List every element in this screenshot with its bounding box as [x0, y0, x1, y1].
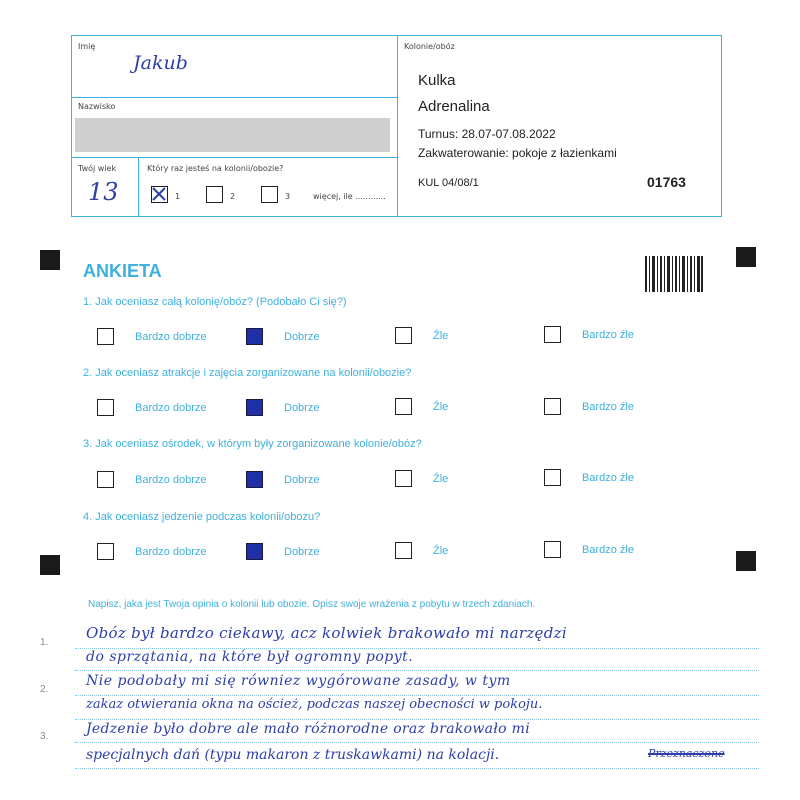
redacted-surname [75, 118, 390, 152]
q1-bardzo-zle-label: Bardzo źle [582, 329, 634, 341]
q3-dobrze-label: Dobrze [284, 474, 320, 486]
visit-option-1: 1 [175, 192, 181, 201]
q1-bardzo-zle-checkbox[interactable] [544, 326, 561, 343]
visit-option-3: 3 [285, 192, 291, 201]
q4-bardzo-zle-label: Bardzo źle [582, 544, 634, 556]
wiecej-label: więcej, ile ............ [313, 192, 386, 201]
zakwaterowanie: Zakwaterowanie: pokoje z łazienkami [418, 146, 617, 160]
q2-bardzo-dobrze-checkbox[interactable] [97, 399, 114, 416]
q2-bardzo-zle-label: Bardzo źle [582, 401, 634, 413]
answer-line [75, 742, 759, 743]
header-divider [397, 35, 398, 216]
q3-zle-checkbox[interactable] [395, 470, 412, 487]
survey-title: ANKIETA [83, 261, 162, 281]
q2-bardzo-dobrze-label: Bardzo dobrze [135, 402, 207, 414]
q1-dobrze-checkbox[interactable] [246, 328, 263, 345]
q1-bardzo-dobrze-checkbox[interactable] [97, 328, 114, 345]
opinion-line-5: Jedzenie było dobre ale mało różnorodne oraz brakowało mi [86, 721, 531, 737]
q4-bardzo-dobrze-label: Bardzo dobrze [135, 546, 207, 558]
imie-value: Jakub [133, 52, 188, 74]
answer-line [75, 695, 759, 696]
numer: 01763 [647, 174, 686, 190]
visit-checkbox-1[interactable] [151, 186, 168, 203]
kolonie-label: Kolonie/obóz [404, 42, 455, 51]
answer-line [75, 719, 759, 720]
visit-checkbox-2[interactable] [206, 186, 223, 203]
imie-label: Imię [78, 42, 96, 51]
age-divider [138, 157, 139, 216]
registration-marker [40, 555, 60, 575]
q4-zle-label: Źle [433, 545, 449, 557]
q3-bardzo-dobrze-label: Bardzo dobrze [135, 474, 207, 486]
registration-marker [736, 247, 756, 267]
q1-zle-label: Źle [433, 330, 449, 342]
q3-bardzo-zle-checkbox[interactable] [544, 469, 561, 486]
q3-zle-label: Źle [433, 473, 449, 485]
wiek-label: Twój wiek [78, 164, 117, 173]
turnus: Turnus: 28.07-07.08.2022 [418, 127, 556, 141]
wiek-value: 13 [88, 178, 119, 206]
answer-line [75, 670, 759, 671]
visit-option-2: 2 [230, 192, 236, 201]
nazwisko-label: Nazwisko [78, 102, 116, 111]
question-4: 4. Jak oceniasz jedzenie podczas kolonii/obozu? [83, 511, 321, 523]
line-number-3: 3. [40, 731, 49, 742]
check-x-icon [152, 187, 166, 201]
kod: KUL 04/08/1 [418, 177, 479, 189]
q2-zle-label: Źle [433, 401, 449, 413]
crossed-out-word: Przeznaczone [648, 747, 725, 760]
q1-zle-checkbox[interactable] [395, 327, 412, 344]
q4-bardzo-dobrze-checkbox[interactable] [97, 543, 114, 560]
visit-checkbox-3[interactable] [261, 186, 278, 203]
q4-bardzo-zle-checkbox[interactable] [544, 541, 561, 558]
answer-line [75, 768, 759, 769]
question-3: 3. Jak oceniasz ośrodek, w którym były zorganizowane kolonie/obóz? [83, 438, 422, 450]
opinion-line-1: Obóz był bardzo ciekawy, acz kolwiek brakowało mi narzędzi [86, 624, 567, 642]
q4-dobrze-checkbox[interactable] [246, 543, 263, 560]
opinion-prompt: Napisz, jaka jest Twoja opinia o kolonii lub obozie. Opisz swoje wrażenia z pobytu w trzech zdaniach. [88, 599, 536, 610]
opinion-line-4: zakaz otwierania okna na oścież, podczas naszej obecności w pokoju. [86, 697, 543, 712]
kolonie-program: Adrenalina [418, 98, 490, 115]
ktory-raz-label: Który raz jesteś na kolonii/obozie? [147, 164, 284, 173]
header-row-divider [71, 97, 398, 98]
q2-dobrze-checkbox[interactable] [246, 399, 263, 416]
registration-marker [736, 551, 756, 571]
q2-zle-checkbox[interactable] [395, 398, 412, 415]
line-number-1: 1. [40, 637, 49, 648]
question-1: 1. Jak oceniasz całą kolonię/obóz? (Podobało Ci się?) [83, 296, 347, 308]
opinion-line-2: do sprzątania, na które był ogromny popyt. [86, 649, 414, 665]
opinion-line-6: specjalnych dań (typu makaron z truskawkami) na kolacji. [86, 747, 500, 763]
q4-dobrze-label: Dobrze [284, 546, 320, 558]
question-2: 2. Jak oceniasz atrakcje i zajęcia zorganizowane na kolonii/obozie? [83, 367, 412, 379]
opinion-line-3: Nie podobały mi się równiez wygórowane zasady, w tym [86, 673, 511, 689]
header-row-divider [71, 157, 398, 158]
q1-bardzo-dobrze-label: Bardzo dobrze [135, 331, 207, 343]
registration-marker [40, 250, 60, 270]
q4-zle-checkbox[interactable] [395, 542, 412, 559]
q3-bardzo-dobrze-checkbox[interactable] [97, 471, 114, 488]
q3-dobrze-checkbox[interactable] [246, 471, 263, 488]
q1-dobrze-label: Dobrze [284, 331, 320, 343]
q2-bardzo-zle-checkbox[interactable] [544, 398, 561, 415]
q3-bardzo-zle-label: Bardzo źle [582, 472, 634, 484]
q2-dobrze-label: Dobrze [284, 402, 320, 414]
kolonie-name: Kulka [418, 72, 456, 89]
barcode [645, 256, 703, 292]
line-number-2: 2. [40, 684, 49, 695]
